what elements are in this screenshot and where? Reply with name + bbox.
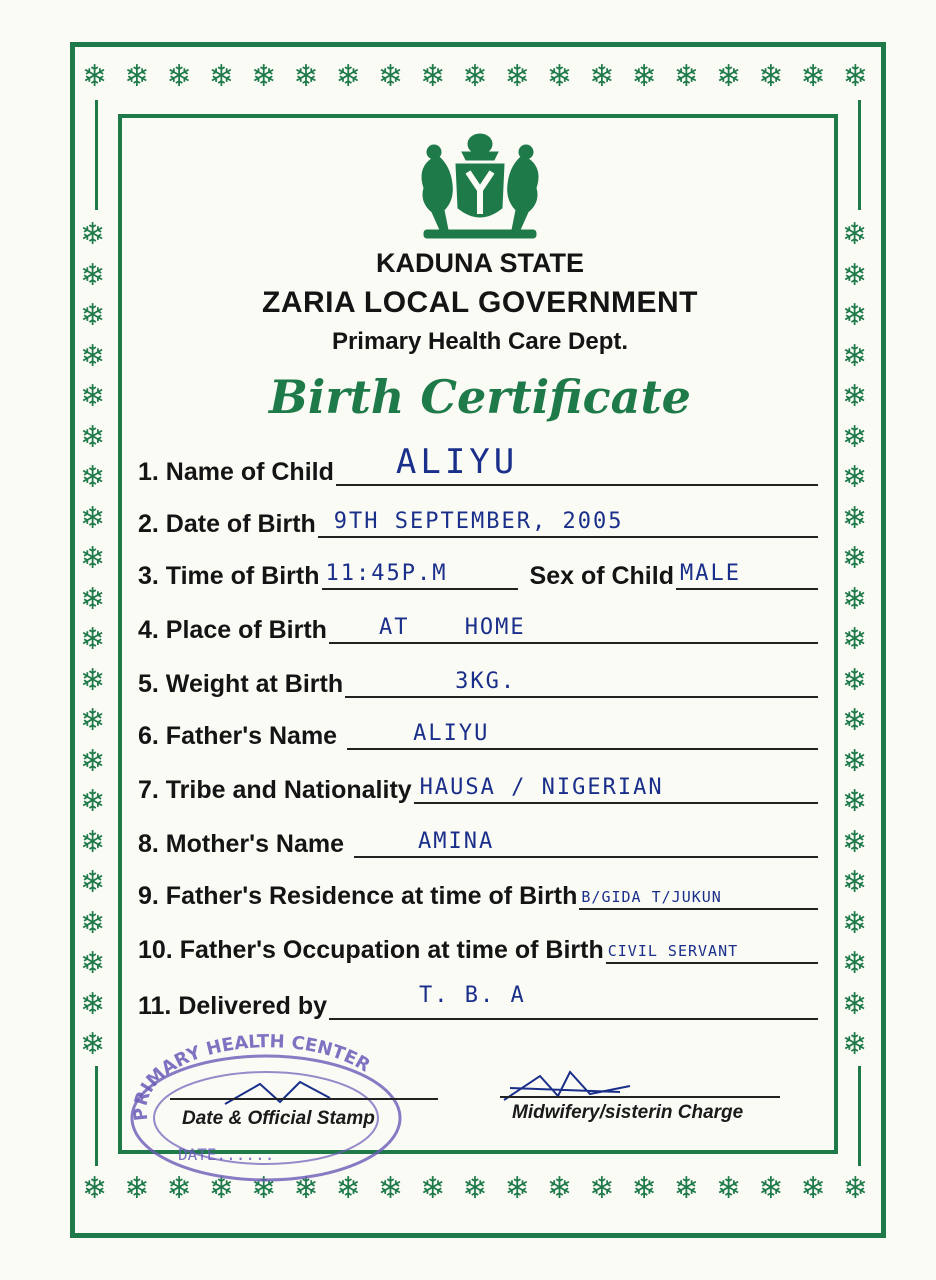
mothers-name-field [138, 818, 818, 858]
bottom-ornament-row: ❄ ❄ ❄ ❄ ❄ ❄ ❄ ❄ ❄ ❄ ❄ ❄ ❄ ❄ ❄ ❄ ❄ ❄ ❄ [82, 1172, 868, 1205]
field-label: 5. Weight at Birth [138, 670, 344, 698]
name-of-child-value: ALIYU [395, 442, 519, 482]
field-label: 6. Father's Name [138, 722, 338, 750]
coat-of-arms-icon [410, 130, 550, 242]
name-of-child-field [138, 442, 818, 486]
place-of-birth-value: AT HOME [378, 615, 526, 640]
time-of-birth-value: 11:45P.M [325, 561, 448, 586]
right-rule-bottom [858, 1066, 861, 1166]
weight-at-birth-value: 3KG. [455, 669, 517, 694]
fathers-occupation-field [138, 924, 818, 964]
fathers-residence-field [138, 870, 818, 910]
top-ornament-row: ❄ ❄ ❄ ❄ ❄ ❄ ❄ ❄ ❄ ❄ ❄ ❄ ❄ ❄ ❄ ❄ ❄ ❄ ❄ [82, 60, 868, 93]
tribe-and-nationality-field [138, 764, 818, 804]
field-label: 4. Place of Birth [138, 616, 327, 644]
field-label: 11. Delivered by [138, 992, 328, 1020]
fathers-name-field [138, 710, 818, 750]
department-heading: Primary Health Care Dept. [331, 328, 629, 355]
place-of-birth-field [138, 604, 818, 644]
stamp-date: DATE...... [178, 1145, 275, 1164]
midwife-signature-line [500, 1096, 780, 1098]
time-and-sex-field [138, 550, 818, 590]
stamp-signature-line [170, 1098, 438, 1100]
mothers-name-value: AMINA [418, 829, 495, 854]
fathers-occupation-value: CIVIL SERVANT [607, 942, 739, 960]
left-ornament-column: ❄ ❄ ❄ ❄ ❄ ❄ ❄ ❄ ❄ ❄ ❄ ❄ ❄ ❄ ❄ ❄ ❄ ❄ ❄ ❄ ❄ [80, 218, 106, 1061]
field-label: 7. Tribe and Nationality [138, 776, 412, 804]
fathers-residence-value: B/GIDA T/JUKUN [581, 888, 722, 906]
sex-of-child-value: MALE [679, 561, 741, 586]
local-government-heading: ZARIA LOCAL GOVERNMENT [262, 286, 698, 319]
right-ornament-column: ❄ ❄ ❄ ❄ ❄ ❄ ❄ ❄ ❄ ❄ ❄ ❄ ❄ ❄ ❄ ❄ ❄ ❄ ❄ ❄ ❄ [842, 218, 868, 1061]
stamp-label: Date & Official Stamp [182, 1108, 375, 1129]
field-label: 8. Mother's Name [138, 830, 345, 858]
right-rule-top [858, 100, 861, 210]
date-of-birth-field [138, 498, 818, 538]
left-rule-bottom [95, 1066, 98, 1166]
stamp-text: PRIMARY HEALTH CENTER [130, 1031, 374, 1122]
field-label: 2. Date of Birth [138, 510, 316, 538]
field-label: 1. Name of Child [138, 458, 334, 486]
field-label: 9. Father's Residence at time of Birth [138, 882, 578, 910]
delivered-by-value: T. B. A [419, 983, 526, 1008]
tribe-and-nationality-value: HAUSA / NIGERIAN [419, 775, 664, 800]
certificate-title: Birth Certificate [269, 370, 691, 424]
left-rule-top [95, 100, 98, 210]
field-label: 3. Time of Birth [138, 562, 320, 590]
weight-at-birth-field [138, 658, 818, 698]
fathers-name-value: ALIYU [413, 721, 490, 746]
delivered-by-field [138, 980, 818, 1020]
state-heading: KADUNA STATE [376, 248, 584, 278]
field-label: 10. Father's Occupation at time of Birth [138, 936, 604, 964]
date-of-birth-value: 9TH SEPTEMBER, 2005 [333, 509, 624, 534]
field-label: Sex of Child [529, 562, 674, 590]
midwife-label: Midwifery/sisterin Charge [512, 1102, 744, 1123]
